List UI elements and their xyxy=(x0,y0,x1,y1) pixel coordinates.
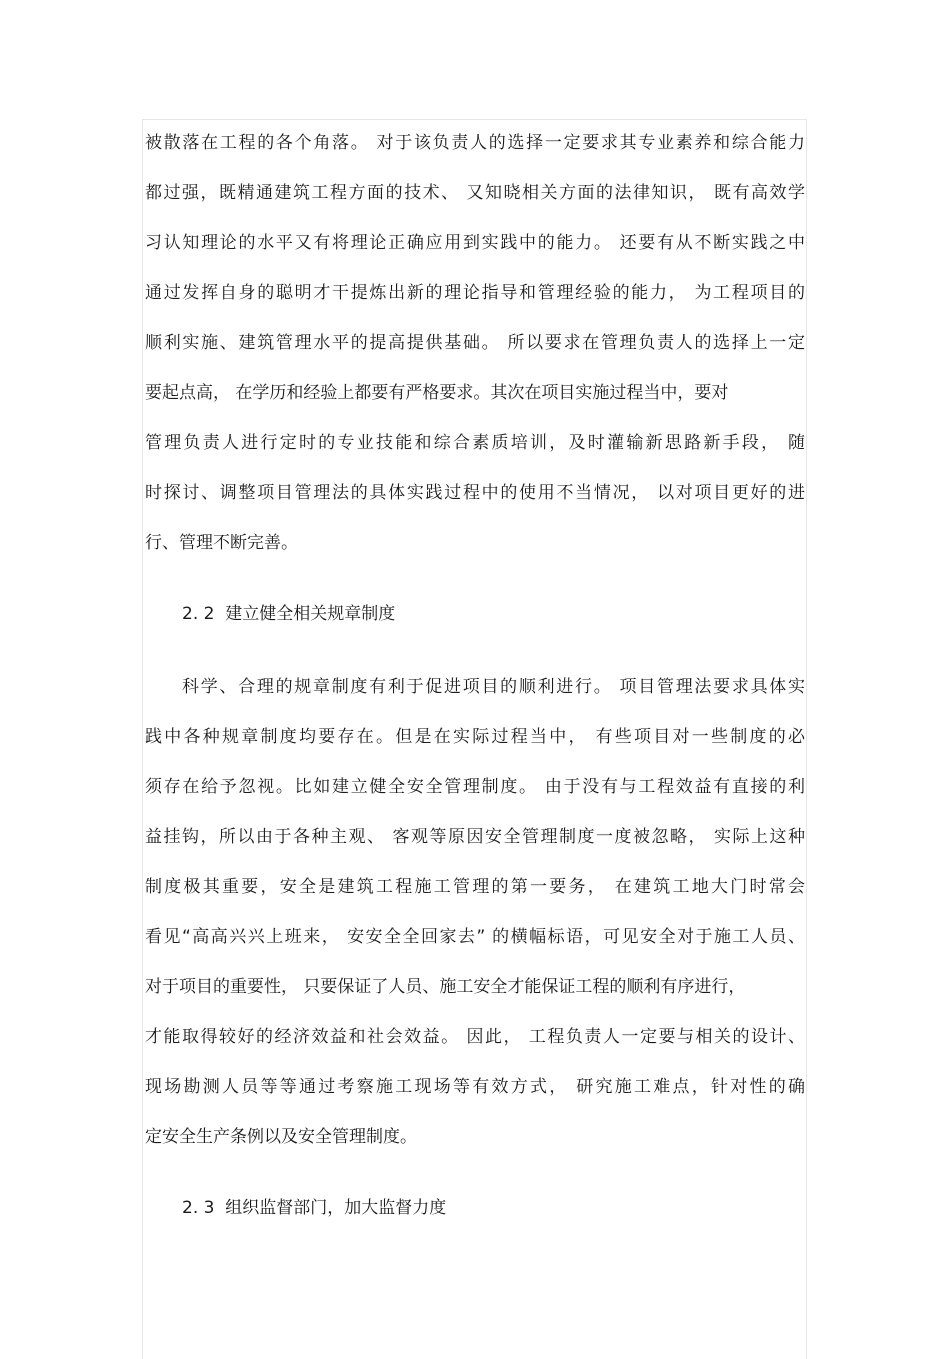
paragraph-1-line-8: 时探讨、调整项目管理法的具体实践过程中的使用不当情况， 以对项目更好的进 xyxy=(145,483,805,503)
paragraph-1-line-9: 行、管理不断完善。 xyxy=(145,533,298,553)
paragraph-1-line-4: 通过发挥自身的聪明才干提炼出新的理论指导和管理经验的能力， 为工程项目的 xyxy=(145,283,805,303)
section-heading-2-2: 2. 2 建立健全相关规章制度 xyxy=(182,604,396,624)
paragraph-2-line-3: 须存在给予忽视。比如建立健全安全管理制度。 由于没有与工程效益有直接的利 xyxy=(145,777,805,797)
paragraph-1-line-6: 要起点高， 在学历和经验上都要有严格要求。其次在项目实施过程当中，要对 xyxy=(145,383,729,403)
paragraph-1-line-3: 习认知理论的水平又有将理论正确应用到实践中的能力。 还要有从不断实践之中 xyxy=(145,233,805,253)
section-heading-2-3: 2. 3 组织监督部门，加大监督力度 xyxy=(182,1198,447,1218)
paragraph-2-line-4: 益挂钩，所以由于各种主观、 客观等原因安全管理制度一度被忽略， 实际上这种 xyxy=(145,827,805,847)
paragraph-1-line-7: 管理负责人进行定时的专业技能和综合素质培训，及时灌输新思路新手段， 随 xyxy=(145,433,805,453)
paragraph-2-line-6: 看见“高高兴兴上班来， 安安全全回家去” 的横幅标语，可见安全对于施工人员、 xyxy=(145,927,805,947)
paragraph-2-line-10: 定安全生产条例以及安全管理制度。 xyxy=(145,1127,417,1147)
paragraph-2-line-2: 践中各种规章制度均要存在。但是在实际过程当中， 有些项目对一些制度的必 xyxy=(145,727,805,747)
paragraph-1-line-5: 顺利实施、建筑管理水平的提高提供基础。 所以要求在管理负责人的选择上一定 xyxy=(145,333,805,353)
paragraph-2-line-9: 现场勘测人员等等通过考察施工现场等有效方式， 研究施工难点，针对性的确 xyxy=(145,1077,805,1097)
paragraph-2-line-7: 对于项目的重要性， 只要保证了人员、施工安全才能保证工程的顺利有序进行， xyxy=(145,977,746,997)
paragraph-2-line-1: 科学、合理的规章制度有利于促进项目的顺利进行。 项目管理法要求具体实 xyxy=(182,677,805,697)
paragraph-2-line-8: 才能取得较好的经济效益和社会效益。 因此， 工程负责人一定要与相关的设计、 xyxy=(145,1027,805,1047)
paragraph-2-line-5: 制度极其重要，安全是建筑工程施工管理的第一要务， 在建筑工地大门时常会 xyxy=(145,877,805,897)
paragraph-1-line-1: 被散落在工程的各个角落。 对于该负责人的选择一定要求其专业素养和综合能力 xyxy=(145,133,805,153)
paragraph-1-line-2: 都过强，既精通建筑工程方面的技术、 又知晓相关方面的法律知识， 既有高效学 xyxy=(145,183,805,203)
